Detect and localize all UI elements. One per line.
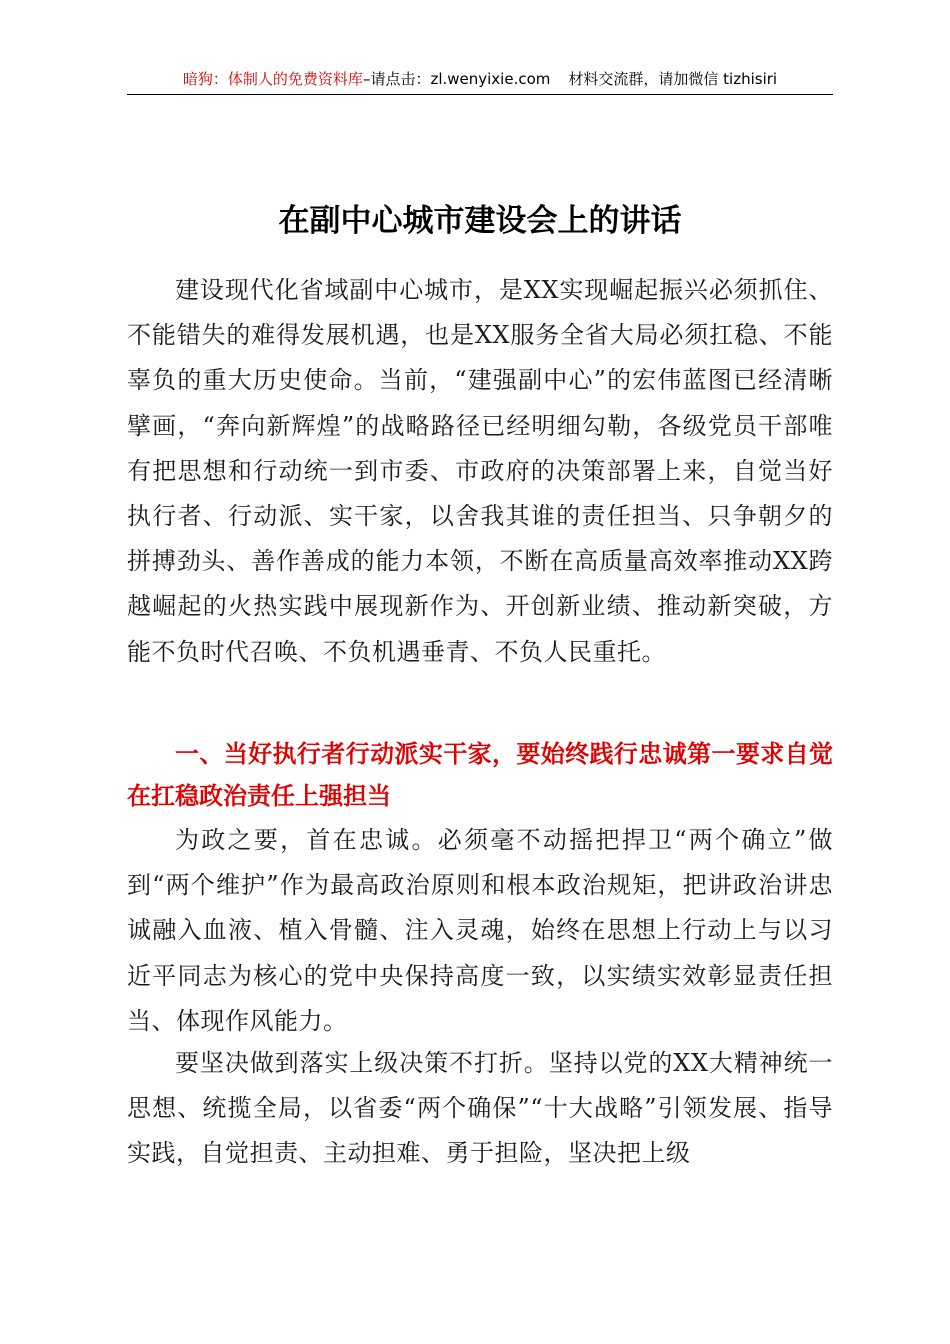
header-wechat-note: 材料交流群，请加微信 tizhisiri — [568, 70, 778, 88]
intro-paragraph: 建设现代化省域副中心城市，是XX实现崛起振兴必须抓住、不能错失的难得发展机遇，也是XX服务全省大局必须扛稳、不能辜负的重大历史使命。当前，“建强副中心”的宏伟蓝图已经清晰擘画，“奔向新辉煌”的战略路径已经明细勾勒，各级党员干部唯有把思想和行动统一到市委、市政府的决策部署上来，自觉当好执行者、行动派、实干家，以舍我其谁的责任担当、只争朝夕的拼搏劲头、善作善成的能力本领，不断在高质量高效率推动XX跨越崛起的火热实践中展现新作为、开创新业绩、推动新突破，方能不负时代召唤、不负机遇垂青、不负人民重托。 — [127, 276, 833, 666]
section-1-paragraph-1: 为政之要，首在忠诚。必须毫不动摇把捍卫“两个确立”做到“两个维护”作为最高政治原则和根本政治规矩，把讲政治讲忠诚融入血液、植入骨髓、注入灵魂，始终在思想上行动上与以习近平同志为核心的党中央保持高度一致，以实绩实效彰显责任担当、体现作风能力。 — [127, 826, 833, 1035]
section-1-heading: 一、当好执行者行动派实干家，要始终践行忠诚第一要求自觉在扛稳政治责任上强担当 — [127, 740, 833, 810]
header-prompt: –请点击： — [362, 70, 431, 88]
page-header — [127, 68, 833, 95]
header-site-name: 暗狗：体制人的免费资料库 — [182, 70, 363, 88]
section-1-paragraph-2: 要坚决做到落实上级决策不打折。坚持以党的XX大精神统一思想、统揽全局，以省委“两个确保”“十大战略”引领发展、指导实践，自觉担责、主动担难、勇于担险，坚决把上级 — [127, 1049, 833, 1168]
document-title: 在副中心城市建设会上的讲话 — [278, 203, 682, 239]
header-url-link[interactable]: zl.wenyixie.com — [430, 70, 551, 88]
